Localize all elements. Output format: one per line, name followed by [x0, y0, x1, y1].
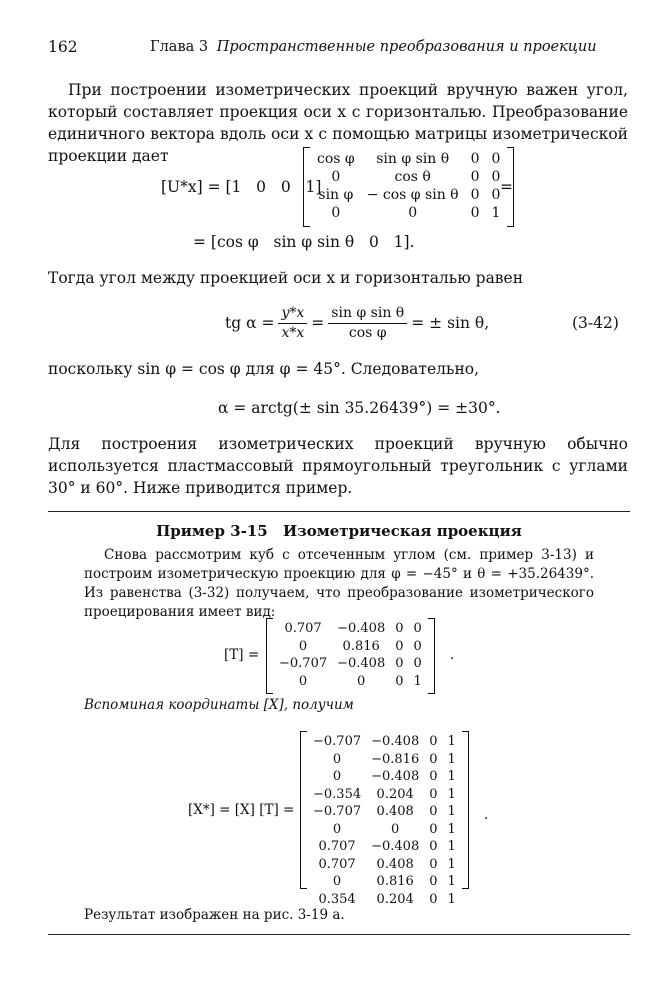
x-matrix-cell: 1: [447, 874, 456, 890]
matrix-x-right-bracket: [462, 731, 469, 889]
matrix-t: [266, 618, 435, 694]
t-matrix-cell: 0.707: [284, 621, 322, 637]
x-matrix-cell: 1: [447, 751, 456, 767]
eq1-matrix-cell: cos θ: [394, 169, 431, 185]
eq1-matrix-cell: 0: [491, 169, 501, 185]
x-matrix-cell: 1: [447, 734, 456, 750]
matrix-x: [300, 731, 469, 907]
t-matrix-row: [274, 620, 427, 638]
x-matrix-cell: 1: [447, 856, 456, 872]
x-matrix-row: [308, 856, 461, 874]
matrix-left-bracket: [303, 147, 310, 227]
x-matrix-cell: 0: [429, 891, 438, 907]
x-matrix-row: [308, 821, 461, 839]
x-matrix-cell: 0.707: [318, 856, 356, 872]
x-matrix-row: [308, 786, 461, 804]
t-matrix-cell: 0: [413, 621, 422, 637]
x-matrix-cell: 0.707: [318, 839, 356, 855]
eq1-matrix-cell: 0: [470, 205, 480, 221]
eq1-matrix-row: [311, 168, 506, 186]
eq1-matrix-cell: 0: [408, 205, 418, 221]
page-number: 162: [48, 38, 78, 56]
t-matrix-cell: 0: [395, 656, 404, 672]
x-matrix-cell: 0.354: [318, 891, 356, 907]
eq1-matrix-cell: 0: [331, 205, 341, 221]
eq2-rhs: = ± sin θ,: [411, 314, 490, 332]
running-title: [150, 36, 597, 58]
t-matrix-cell: 0: [298, 673, 308, 689]
eq1-matrix-cell: 0: [331, 169, 341, 185]
example-bottom-rule: [48, 934, 630, 935]
t-matrix-cell: 0: [413, 638, 422, 654]
x-matrix-cell: 1: [447, 769, 456, 785]
example-paragraph: Снова рассмотрим куб с отсеченным углом (см. пример 3-13) и построим изометрическую проекцию для φ = −45° и θ = +35.26439°. Из равенства (3-32) получаем, что преобразование изометрического проецирования имеет вид:: [84, 547, 594, 620]
t-matrix-cell: 1: [413, 673, 422, 689]
paragraph-angle: Тогда угол между проекцией оси x и горизонталью равен: [48, 269, 524, 287]
equation-ux-eq-sign: =: [500, 178, 513, 196]
x-matrix-cell: 0: [332, 769, 342, 785]
eq1-matrix-cell: sin φ: [318, 187, 354, 203]
matrix-x-left-bracket: [300, 731, 307, 889]
x-matrix-cell: 0: [332, 874, 342, 890]
t-matrix-cell: 0: [357, 673, 366, 689]
eq1-matrix-row: [311, 186, 506, 204]
equation-tg-alpha: [225, 300, 489, 346]
eq2-fraction-2: [328, 304, 407, 343]
x-matrix-cell: −0.354: [313, 786, 362, 802]
equation-alpha: α = arctg(± sin 35.26439°) = ±30°.: [218, 399, 501, 417]
x-matrix-cell: 0: [391, 821, 400, 837]
eq2-frac2-num: sin φ sin θ: [328, 304, 407, 324]
x-matrix-row: [308, 873, 461, 891]
t-matrix-cell: 0: [395, 621, 404, 637]
eq1-matrix-cell: 0: [470, 169, 480, 185]
equation-ux-matrix: [303, 147, 514, 227]
x-matrix-cell: 0: [429, 874, 438, 890]
x-matrix-row: [308, 751, 461, 769]
x-matrix-cell: −0.408: [371, 769, 420, 785]
t-matrix-cell: 0.816: [342, 638, 380, 654]
x-matrix-cell: 1: [447, 786, 456, 802]
equation-ux-lhs: [U*x] = [1 0 0 1]: [161, 178, 322, 196]
eq2-lhs: tg α =: [225, 314, 275, 332]
t-matrix-cell: −0.707: [279, 656, 328, 672]
x-matrix-row: [308, 803, 461, 821]
x-matrix-cell: 0.408: [376, 804, 414, 820]
eq1-matrix-cell: 0: [491, 187, 501, 203]
eq1-matrix-row: [311, 204, 506, 222]
x-matrix-cell: 0.204: [376, 891, 414, 907]
eq2-frac1-num: y*x: [278, 304, 307, 324]
equation-number: (3-42): [572, 314, 619, 332]
x-matrix-cell: 0: [429, 839, 438, 855]
x-matrix-cell: 0: [429, 751, 438, 767]
matrix-x-label: [X*] = [X] [T] =: [188, 802, 295, 818]
eq1-matrix-cell: 0: [470, 187, 480, 203]
t-matrix-cell: 0: [413, 656, 422, 672]
eq1-matrix-cell: cos φ: [317, 151, 355, 167]
x-matrix-cell: 1: [447, 804, 456, 820]
x-matrix-cell: −0.707: [313, 804, 362, 820]
x-matrix-cell: 0.816: [376, 874, 414, 890]
eq1-matrix-cell: sin φ sin θ: [376, 151, 450, 167]
x-matrix-cell: 0: [429, 734, 438, 750]
example-result: Результат изображен на рис. 3-19 a.: [84, 907, 345, 923]
eq2-frac1-den: x*x: [281, 324, 305, 341]
example-title: [48, 522, 630, 540]
x-matrix-cell: 0: [429, 821, 438, 837]
x-matrix-row: [308, 838, 461, 856]
t-matrix-row: [274, 673, 427, 691]
x-matrix-cell: 0: [332, 751, 342, 767]
t-matrix-row: [274, 638, 427, 656]
paragraph-intro: При построении изометрических проекций вручную важен угол, который составляет проекция оси x с горизонталью. Преобразование единичного вектора вдоль оси x с помощью матрицы изометрической проекции дает: [48, 81, 628, 165]
t-matrix-cell: −0.408: [337, 656, 386, 672]
x-matrix-cell: 1: [447, 821, 456, 837]
eq2-eq: =: [311, 314, 325, 332]
x-matrix-row: [308, 768, 461, 786]
matrix-t-right-bracket: [428, 618, 435, 694]
x-matrix-cell: −0.816: [371, 751, 420, 767]
t-matrix-cell: −0.408: [337, 621, 386, 637]
x-matrix-cell: 0: [429, 856, 438, 872]
example-title-text: Изометрическая проекция: [282, 522, 522, 540]
matrix-t-end: .: [450, 647, 455, 663]
x-matrix-cell: −0.707: [313, 734, 362, 750]
equation-ux-result: = [cos φ sin φ sin θ 0 1].: [193, 233, 415, 251]
t-matrix-row: [274, 655, 427, 673]
t-matrix-cell: 0: [395, 673, 404, 689]
x-matrix-cell: 1: [447, 839, 456, 855]
x-matrix-cell: 0: [429, 804, 438, 820]
matrix-t-left-bracket: [266, 618, 273, 694]
x-matrix-row: [308, 733, 461, 751]
x-matrix-cell: 0: [429, 769, 438, 785]
paragraph-triangle: Для построения изометрических проекций вручную обычно используется пластмассовый прямоугольный треугольник с углами 30° и 60°. Ниже приводится пример.: [48, 435, 628, 497]
x-matrix-cell: −0.408: [371, 734, 420, 750]
x-matrix-cell: 0: [332, 821, 342, 837]
example-paragraph-2: Вспоминая координаты [X], получим: [84, 697, 354, 713]
eq2-fraction-1: [278, 304, 307, 343]
example-title-number: Пример 3-15: [156, 522, 268, 540]
eq2-frac2-den: cos φ: [348, 324, 387, 341]
matrix-x-end: .: [484, 807, 489, 823]
running-title-prefix: Глава 3: [150, 39, 209, 55]
example-top-rule: [48, 511, 630, 512]
eq1-matrix-cell: 1: [491, 205, 501, 221]
running-title-text: Пространственные преобразования и проекции: [216, 39, 597, 55]
t-matrix-cell: 0: [395, 638, 404, 654]
x-matrix-cell: 0.408: [376, 856, 414, 872]
eq1-matrix-row: [311, 150, 506, 168]
x-matrix-cell: −0.408: [371, 839, 420, 855]
x-matrix-cell: 0.204: [376, 786, 414, 802]
paragraph-since: поскольку sin φ = cos φ для φ = 45°. Следовательно,: [48, 360, 480, 378]
x-matrix-cell: 1: [447, 891, 456, 907]
eq1-matrix-cell: − cos φ sin θ: [366, 187, 459, 203]
eq1-matrix-cell: 0: [491, 151, 501, 167]
matrix-t-label: [T] =: [224, 647, 260, 663]
eq1-matrix-cell: 0: [470, 151, 480, 167]
x-matrix-cell: 0: [429, 786, 438, 802]
t-matrix-cell: 0: [298, 638, 308, 654]
